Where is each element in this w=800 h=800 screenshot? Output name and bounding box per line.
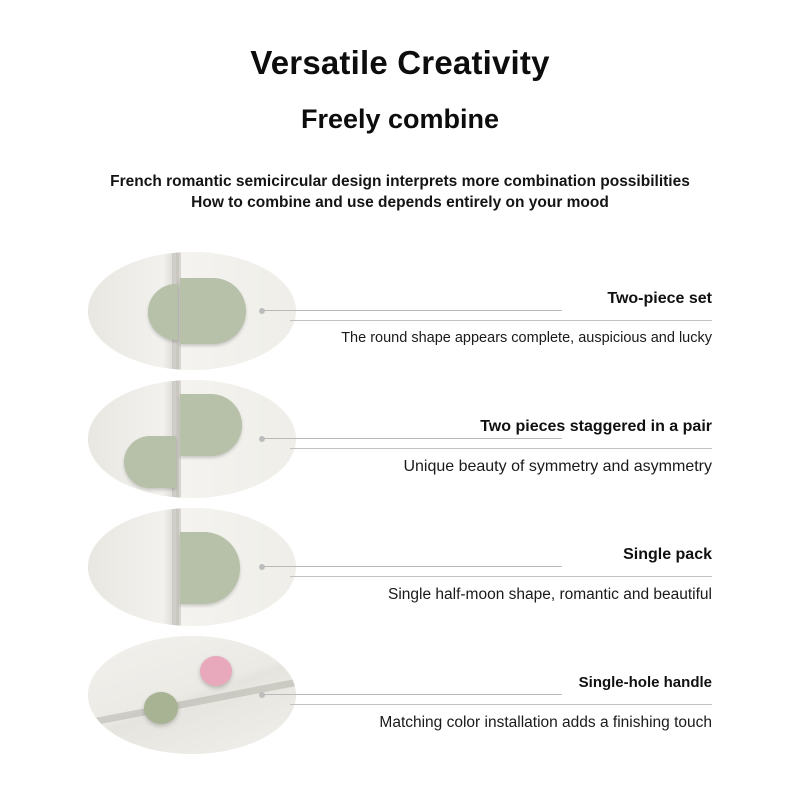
callout-connector xyxy=(262,566,562,567)
feature-label: Two pieces staggered in a pair xyxy=(480,418,712,435)
callout-connector xyxy=(262,694,562,695)
knob-green xyxy=(144,692,178,724)
feature-row-staggered-pair xyxy=(0,380,800,500)
callout-dot xyxy=(259,308,265,314)
handle-half-upper xyxy=(180,394,242,456)
feature-row-single-pack xyxy=(0,508,800,628)
cabinet-seam xyxy=(176,380,179,498)
callout-dot xyxy=(259,692,265,698)
feature-description: Single half-moon shape, romantic and beautiful xyxy=(388,586,712,603)
handle-half-right xyxy=(180,278,246,344)
feature-description: The round shape appears complete, auspicious and lucky xyxy=(341,330,712,346)
feature-row-single-hole-handle xyxy=(0,636,800,756)
page-subtitle: Freely combine xyxy=(300,104,500,134)
divider-line xyxy=(290,576,712,577)
divider-line xyxy=(290,704,712,705)
callout-dot xyxy=(259,564,265,570)
feature-label: Single-hole handle xyxy=(578,674,712,691)
feature-label: Single pack xyxy=(623,546,712,563)
feature-description: Unique beauty of symmetry and asymmetry xyxy=(403,458,712,475)
callout-connector xyxy=(262,438,562,439)
callout-dot xyxy=(259,436,265,442)
feature-row-two-piece-set xyxy=(0,252,800,372)
divider-line xyxy=(290,320,712,321)
feature-label: Two-piece set xyxy=(607,290,712,307)
cabinet-seam xyxy=(176,508,179,626)
page-title: Versatile Creativity xyxy=(250,44,550,81)
handle-half-lower xyxy=(124,436,176,488)
intro-paragraph: French romantic semicircular design interprets more combination possibilities How to combine and use depends entirely on your mood xyxy=(110,173,690,211)
feature-description: Matching color installation adds a finishing touch xyxy=(379,714,712,731)
divider-line xyxy=(290,448,712,449)
callout-connector xyxy=(262,310,562,311)
knob-pink xyxy=(200,656,232,686)
